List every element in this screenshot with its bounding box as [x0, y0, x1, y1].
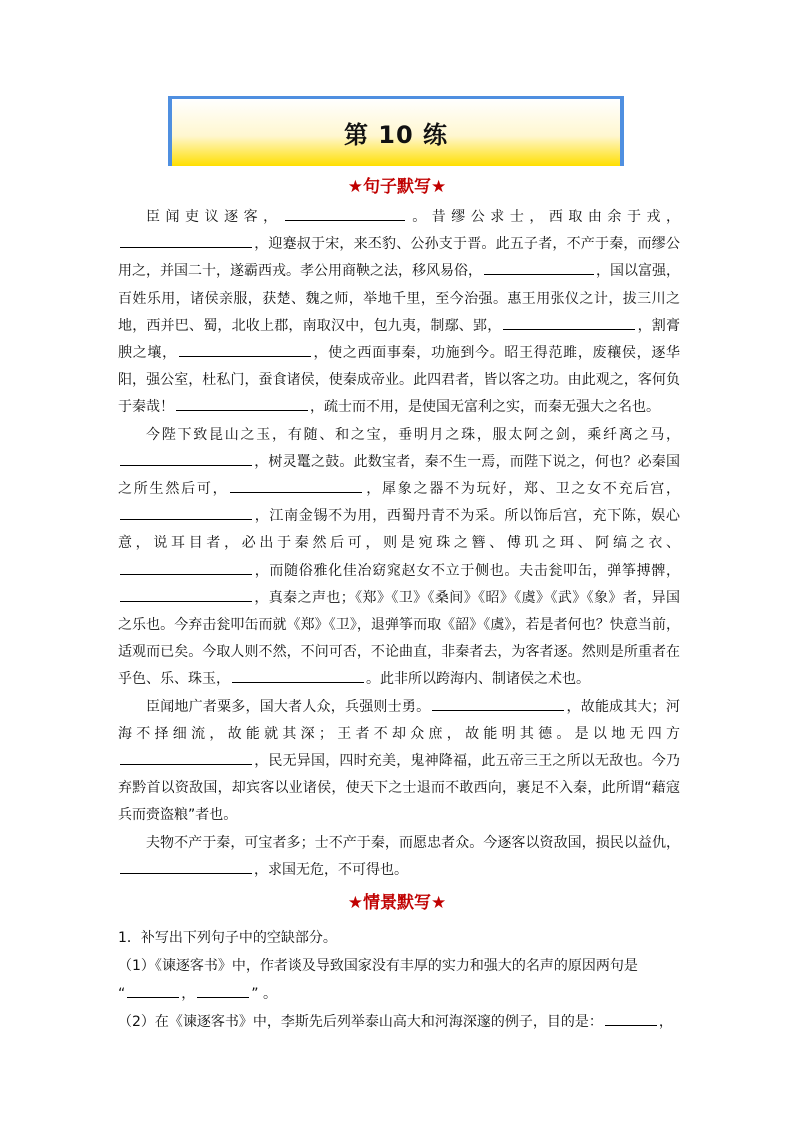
question-1: 1．补写出下列句子中的空缺部分。 [118, 930, 337, 946]
blank[interactable] [120, 560, 252, 575]
page-title: 第 10 练 [343, 121, 449, 149]
blank[interactable] [127, 983, 179, 998]
blank[interactable] [120, 587, 252, 602]
blank[interactable] [232, 668, 364, 683]
blank[interactable] [120, 750, 252, 765]
blank[interactable] [484, 260, 594, 275]
blank[interactable] [285, 206, 405, 221]
question-1-2: （2）在《谏逐客书》中，李斯先后列举泰山高大和河海深邃的例子，目的是： ， [118, 1008, 680, 1036]
blank[interactable] [120, 233, 252, 248]
question-list [118, 924, 680, 1036]
question-1-1-answer: “ ， ” 。 [118, 980, 680, 1008]
blank[interactable] [120, 859, 252, 874]
blank[interactable] [432, 696, 564, 711]
blank[interactable] [230, 478, 362, 493]
blank[interactable] [120, 451, 252, 466]
blank[interactable] [197, 983, 249, 998]
title-banner [168, 96, 624, 166]
section-title-dictation: ★句子默写★ [347, 177, 447, 197]
paragraph-2: 今陛下致昆山之玉，有随、和之宝，垂明月之珠，服太阿之剑，乘纤离之马，，树灵鼍之鼓。此数宝者，秦不生一焉，而陛下说之，何也？必秦国之所生然后可， ，犀象之器不为玩好，郑、卫之女不充后宫，，江南金锡不为用，西蜀丹青不为采。所以饰后宫，充下陈，娱心意，说耳目者，必出于秦然后可，则是宛珠之簪、傅玑之珥、阿缟之衣、，而随俗雅化佳冶窈窕赵女不立于侧也。夫击瓮叩缶，弹筝搏髀，，真秦之声也；《郑》《卫》《桑间》《昭》《虞》《武》《象》者，异国之乐也。今弃击瓮叩缶而就《郑》《卫》，退弹筝而取《韶》《虞》，若是者何也？快意当前，适观而已矣。今取人则不然，不问可否，不论曲直，非秦者去，为客者逐。然则是所重者在乎色、乐、珠玉， 。此非所以跨海内、制诸侯之术也。 [118, 426, 681, 688]
blank[interactable] [120, 505, 252, 520]
passage [118, 204, 680, 884]
paragraph-3: 臣闻地广者粟多，国大者人众，兵强则士勇。 ，故能成其大；河海不择细流，故能就其深；王者不却众庶，故能明其德。是以地无四方，民无异国，四时充美，鬼神降福，此五帝三王之所以无敌也。今乃弃黔首以资敌国，却宾客以业诸侯，使天下之士退而不敢西向，裹足不入秦，此所谓“藉寇兵而赍盗粮”者也。 [118, 694, 680, 830]
blank[interactable] [503, 315, 635, 330]
blank[interactable] [179, 342, 311, 357]
section-title-scene: ★情景默写★ [347, 893, 447, 913]
blank[interactable] [605, 1011, 657, 1026]
blank[interactable] [176, 396, 308, 411]
paragraph-1: 臣闻吏议逐客， 。昔缪公求士，西取由余于戎，，迎蹇叔于宋，来丕豹、公孙支于晋。此五子者，不产于秦，而缪公用之，并国二十，遂霸西戎。孝公用商鞅之法，移风易俗， ，国以富强，百姓乐用，诸侯亲服，获楚、魏之师，举地千里，至今治强。惠王用张仪之计，拔三川之地，西并巴、蜀，北收上郡，南取汉中，包九夷，制鄢、郢， ，割膏腴之壤， ，使之西面事秦，功施到今。昭王得范雎，废穰侯，逐华阳，强公室，杜私门，蚕食诸侯，使秦成帝业。此四君者，皆以客之功。由此观之，客何负于秦哉！ ，疏士而不用，是使国无富利之实，而秦无强大之名也。 [118, 204, 680, 422]
question-1-1: （1）《谏逐客书》中，作者谈及导致国家没有丰厚的实力和强大的名声的原因两句是 [118, 958, 638, 974]
paragraph-4: 夫物不产于秦，可宝者多；士不产于秦，而愿忠者众。今逐客以资敌国，损民以益仇，，求国无危，不可得也。 [118, 830, 680, 884]
